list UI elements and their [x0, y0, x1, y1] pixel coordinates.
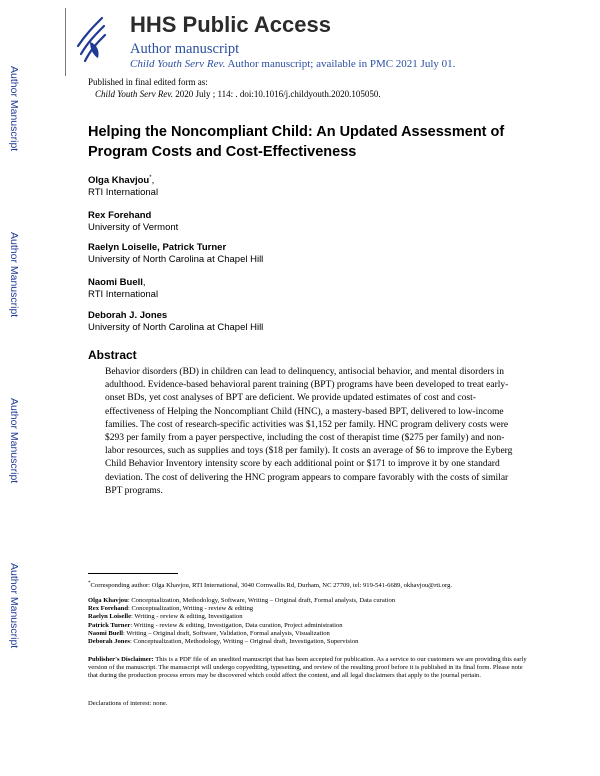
citation: [95, 89, 381, 99]
author-block: [88, 210, 178, 234]
author-block: [88, 277, 158, 301]
author-block: [88, 310, 263, 334]
side-label-author-manuscript: Author Manuscript: [8, 398, 20, 484]
author-suffix: ,: [142, 277, 146, 288]
side-label-author-manuscript: Author Manuscript: [8, 563, 20, 649]
author-mark: *: [149, 175, 152, 181]
availability-text: Author manuscript; available in PMC 2021 July 01.: [225, 58, 456, 70]
author-block: [88, 172, 158, 199]
side-label-author-manuscript: Author Manuscript: [8, 232, 20, 318]
footnote-rule: [88, 573, 178, 574]
interest-declaration: Declarations of interest: none.: [88, 700, 168, 707]
author-affiliation: University of North Carolina at Chapel Hill: [88, 254, 264, 265]
contributor-name: Olga Khavjou: [88, 597, 128, 604]
abstract-heading: Abstract: [88, 348, 137, 362]
contribution-item: [88, 638, 528, 646]
author-name: Deborah J. Jones: [88, 310, 168, 321]
journal-availability: [130, 58, 455, 70]
hhs-logo-icon: [72, 12, 110, 68]
publisher-disclaimer: [88, 656, 528, 681]
side-label-author-manuscript: Author Manuscript: [8, 66, 20, 152]
contribution-item: [88, 613, 528, 621]
contribution-text: : Writing - review & editing, Investigation: [131, 613, 243, 621]
contributor-name: Deborah Jones: [88, 638, 130, 646]
author-affiliation: RTI International: [88, 187, 159, 199]
author-name: Olga Khavjou: [88, 175, 150, 187]
hhs-public-access-title: HHS Public Access: [130, 12, 331, 37]
author-manuscript-label: Author manuscript: [130, 41, 240, 57]
published-label: Published in final edited form as:: [88, 77, 208, 87]
contribution-item: [88, 630, 528, 638]
author-name: Naomi Buell: [88, 277, 143, 288]
contributor-name: Naomi Buell: [88, 629, 123, 637]
author-affiliation: University of Vermont: [88, 222, 179, 233]
corresponding-text: Corresponding author: Olga Khavjou, RTI International, 3040 Cornwallis Rd, Durham, NC 27709, tel: 919-541-6689, okhavjou@rti.org.: [90, 582, 453, 590]
corresponding-footnote: [88, 580, 528, 590]
contribution-item: [88, 605, 528, 613]
author-affiliation: RTI International: [88, 289, 159, 300]
author-name: Raelyn Loiselle, Patrick Turner: [88, 242, 227, 253]
contributor-name: Raelyn Loiselle: [88, 613, 132, 621]
disclaimer-label: Publisher's Disclaimer:: [88, 656, 154, 663]
disclaimer-text: This is a PDF file of an unedited manuscript that has been accepted for publication. As a service to our customers we are providing this early version of the manuscript. The manuscript will undergo copyediting, typesetting, and review of the resulting proof before it is published in its final form. Please note that during the production process errors may be discovered which could affect the content, and all legal disclaimers that apply to the journal pertain.: [88, 656, 527, 680]
contribution-text: : Writing – Original draft, Software, Validation, Formal analysis, Visualization: [122, 629, 330, 637]
contribution-text: : Conceptualization, Methodology, Software, Writing – Original draft, Formal analysis, Data curation: [127, 597, 396, 604]
author-suffix: ,: [151, 175, 155, 187]
citation-journal: Child Youth Serv Rev.: [95, 89, 173, 99]
author-block: [88, 242, 263, 266]
contributor-name: Rex Forehand: [88, 605, 128, 613]
header-divider: [65, 8, 66, 76]
abstract-text: Behavior disorders (BD) in children can lead to delinquency, antisocial behavior, and mental disorders in adulthood. Evidence-based behavioral parent training (BPT) programs have been developed to treat early-onset BDs, yet cost analyses of BPT are deficient. We provide updated estimates of cost and cost-effectiveness of Helping the Noncompliant Child (HNC), a mastery-based BPT, delivered to low-income families. The cost of research-specific activities was $1,152 per family. HNC program delivery costs were $293 per family from a payer perspective, including the cost of therapist time ($275 per family) and non-labor resources, such as supplies and toys ($18 per family). It costs an average of $6 to improve the Eyberg Child Behavior Inventory intensity score by each additional point or $171 to improve it by one standard deviation. The cost of delivering the HNC program appears to compare favorably with the costs of similar BPT programs.: [105, 367, 513, 496]
paper-title: Helping the Noncompliant Child: An Updated Assessment of Program Costs and Cost-Effectiveness: [88, 124, 505, 160]
journal-name: Child Youth Serv Rev.: [130, 58, 226, 70]
author-name: Rex Forehand: [88, 210, 152, 221]
contribution-list: [88, 597, 528, 646]
contribution-item: [88, 597, 528, 605]
corresponding-mark: *: [88, 581, 91, 586]
contribution-item: [88, 622, 528, 630]
author-affiliation: University of North Carolina at Chapel Hill: [88, 322, 264, 333]
citation-details: 2020 July ; 114: . doi:10.1016/j.childyouth.2020.105050.: [173, 89, 381, 99]
contribution-text: : Conceptualization, Methodology, Writing – Original draft, Investigation, Supervision: [129, 638, 359, 646]
contribution-text: : Writing - review & editing, Investigation, Data curation, Project administration: [130, 621, 343, 629]
contribution-text: : Conceptualization, Writing - review & editing: [128, 605, 254, 613]
contributor-name: Patrick Turner: [88, 621, 131, 629]
